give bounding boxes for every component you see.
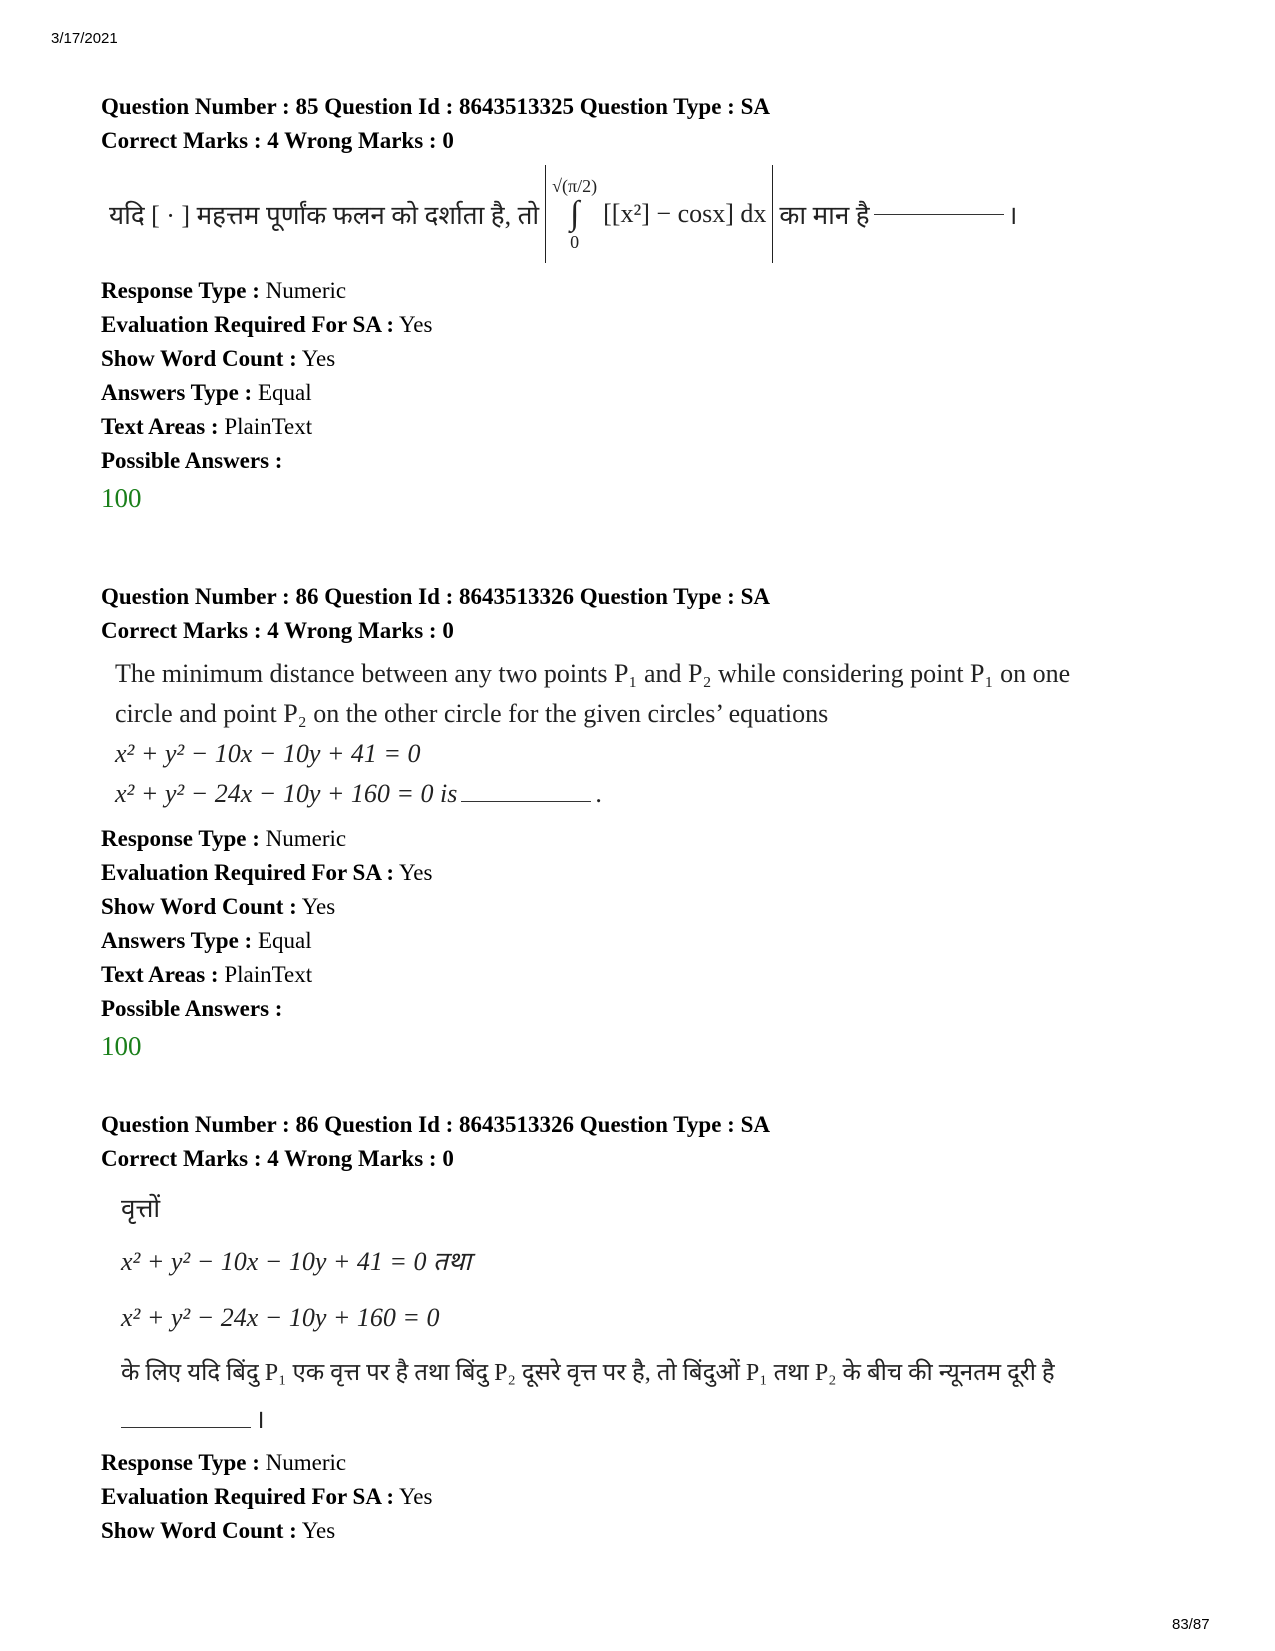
question-text-end: । bbox=[1007, 201, 1018, 230]
integral-upper-limit: √(π/2) bbox=[552, 176, 598, 196]
abs-bar-right bbox=[772, 165, 773, 263]
circle-equation-2: x² + y² − 24x − 10y + 160 = 0 bbox=[121, 1303, 440, 1332]
question-text-pre: यदि [ · ] महत्तम पूर्णांक फलन को दर्शाता है, तो bbox=[109, 201, 540, 230]
field-response-type: Response Type : Numeric bbox=[101, 826, 347, 851]
integral-expression bbox=[539, 165, 779, 263]
question-meta-line: Question Number : 86 Question Id : 8643513326 Question Type : SA bbox=[101, 584, 770, 609]
print-date: 3/17/2021 bbox=[51, 30, 118, 47]
integral-symbol: ∫ bbox=[569, 195, 580, 232]
possible-answer-value: 100 bbox=[101, 483, 142, 513]
sentence-end: . bbox=[595, 779, 602, 808]
field-answers-type: Answers Type : Equal bbox=[101, 928, 312, 953]
question-text-post: का मान है bbox=[779, 201, 870, 230]
field-evaluation-required: Evaluation Required For SA : Yes bbox=[101, 1484, 433, 1509]
sentence-end: । bbox=[255, 1405, 265, 1434]
marks-meta-line: Correct Marks : 4 Wrong Marks : 0 bbox=[101, 128, 454, 153]
question-text-line: circle and point P₂ on the other circle for the given circles’ equations bbox=[115, 699, 829, 728]
question-text-line: के लिए यदि बिंदु P₁ एक वृत्त पर है तथा बिंदु P₂ दूसरे वृत्त पर है, तो बिंदुओं P₁ तथा P₂ के बीच की न्यूनतम दूरी है bbox=[121, 1360, 1055, 1386]
question-block-85 bbox=[101, 90, 1221, 516]
question-meta-line: Question Number : 86 Question Id : 8643513326 Question Type : SA bbox=[101, 1112, 770, 1137]
field-show-word-count: Show Word Count : Yes bbox=[101, 1518, 336, 1543]
answer-blank bbox=[121, 1426, 251, 1428]
integral-sign bbox=[552, 176, 597, 252]
page-number: 83/87 bbox=[1172, 1616, 1210, 1633]
abs-bar-left bbox=[545, 165, 546, 263]
possible-answer-value: 100 bbox=[101, 1031, 142, 1061]
field-text-areas: Text Areas : PlainText bbox=[101, 962, 313, 987]
integrand: [[x²] − cosx] dx bbox=[603, 199, 767, 228]
field-text-areas: Text Areas : PlainText bbox=[101, 414, 313, 439]
circle-equation-1: x² + y² − 10x − 10y + 41 = 0 तथा bbox=[121, 1247, 472, 1276]
circle-equation-2: x² + y² − 24x − 10y + 160 = 0 is bbox=[115, 779, 458, 808]
marks-meta-line: Correct Marks : 4 Wrong Marks : 0 bbox=[101, 618, 454, 643]
marks-meta-line: Correct Marks : 4 Wrong Marks : 0 bbox=[101, 1146, 454, 1171]
question-text-line: The minimum distance between any two points P₁ and P₂ while considering point P₁ on one bbox=[115, 659, 1071, 688]
field-show-word-count: Show Word Count : Yes bbox=[101, 894, 336, 919]
question-block-86-hi bbox=[101, 1108, 1221, 1548]
field-answers-type: Answers Type : Equal bbox=[101, 380, 312, 405]
question-text-line: वृत्तों bbox=[121, 1194, 161, 1223]
field-show-word-count: Show Word Count : Yes bbox=[101, 346, 336, 371]
circle-equation-1: x² + y² − 10x − 10y + 41 = 0 bbox=[115, 739, 421, 768]
field-response-type: Response Type : Numeric bbox=[101, 278, 347, 303]
field-evaluation-required: Evaluation Required For SA : Yes bbox=[101, 860, 433, 885]
question-text-image bbox=[109, 164, 1221, 264]
question-meta-line: Question Number : 85 Question Id : 8643513325 Question Type : SA bbox=[101, 94, 770, 119]
field-response-type: Response Type : Numeric bbox=[101, 1450, 347, 1475]
answer-blank-row bbox=[121, 1400, 1221, 1440]
question-text-image bbox=[121, 1184, 1221, 1440]
answer-blank bbox=[874, 213, 1004, 215]
integral-lower-limit: 0 bbox=[570, 232, 580, 252]
answer-blank bbox=[461, 800, 591, 802]
field-possible-answers: Possible Answers : bbox=[101, 996, 283, 1021]
circle-equation-2-row bbox=[115, 774, 1221, 814]
question-text-image bbox=[115, 654, 1221, 814]
field-possible-answers: Possible Answers : bbox=[101, 448, 283, 473]
question-block-86-en bbox=[101, 580, 1221, 1064]
field-evaluation-required: Evaluation Required For SA : Yes bbox=[101, 312, 433, 337]
